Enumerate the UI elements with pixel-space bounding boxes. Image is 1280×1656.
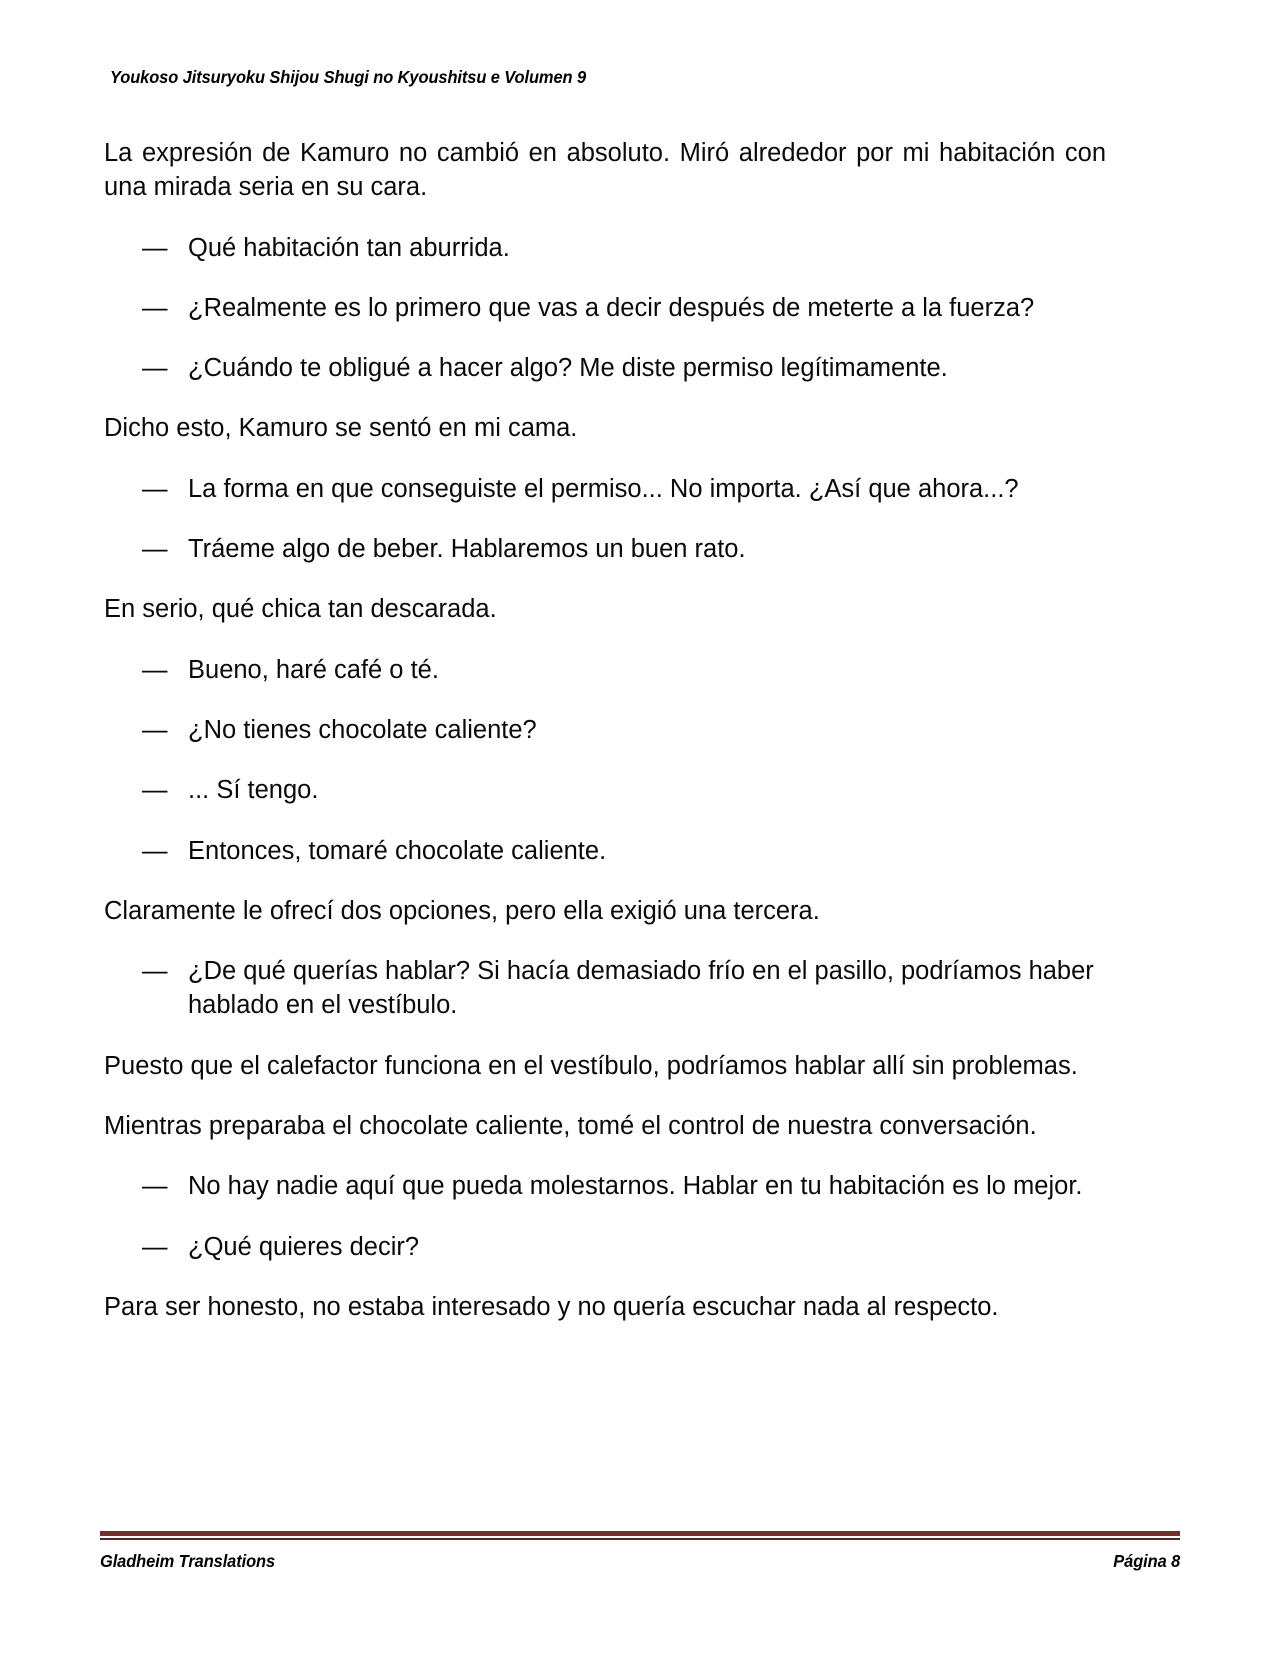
dialogue-line [142, 713, 1106, 747]
dialogue-line [142, 291, 1106, 325]
body-paragraph: La expresión de Kamuro no cambió en absoluto. Miró alrededor por mi habitación con una mirada seria en su cara. [104, 139, 1106, 202]
dialogue-text: Qué habitación tan aburrida. [188, 233, 510, 262]
header-title: Youkoso Jitsuryoku Shijou Shugi no Kyoushitsu e Volumen 9 [110, 67, 587, 87]
footer-page-number: Página 8 [1113, 1551, 1180, 1571]
em-dash-marker: — [142, 957, 168, 986]
em-dash-marker: — [142, 715, 168, 744]
em-dash-marker: — [142, 535, 168, 564]
dialogue-text: ¿Cuándo te obligué a hacer algo? Me diste permiso legítimamente. [188, 354, 948, 383]
em-dash-marker: — [142, 836, 168, 865]
running-header [110, 68, 1120, 87]
body-paragraph: Para ser honesto, no estaba interesado y no quería escuchar nada al respecto. [104, 1292, 999, 1321]
dialogue-text: ¿Realmente es lo primero que vas a decir después de meterte a la fuerza? [188, 293, 1035, 322]
body-paragraph: En serio, qué chica tan descarada. [104, 595, 497, 624]
dialogue-text: No hay nadie aquí que pueda molestarnos. Hablar en tu habitación es lo mejor. [188, 1172, 1083, 1201]
dialogue-line [142, 351, 1106, 385]
body-paragraph: Dicho esto, Kamuro se sentó en mi cama. [104, 414, 578, 443]
dialogue-line [142, 954, 1106, 1023]
body-paragraph: Claramente le ofrecí dos opciones, pero ella exigió una tercera. [104, 896, 820, 925]
body-text-column [104, 136, 1106, 1350]
dialogue-line [142, 834, 1106, 868]
em-dash-marker: — [142, 233, 168, 262]
footer-credit: Gladheim Translations [100, 1551, 276, 1571]
dialogue-text: ¿Qué quieres decir? [188, 1232, 420, 1261]
em-dash-marker: — [142, 293, 168, 322]
dialogue-line [142, 1230, 1106, 1264]
footer-divider-thin [100, 1538, 1180, 1540]
dialogue-text: ¿De qué querías hablar? Si hacía demasiado frío en el pasillo, podríamos haber hablado en el vestíbulo. [188, 957, 1094, 1020]
body-paragraph: Mientras preparaba el chocolate caliente, tomé el control de nuestra conversación. [104, 1112, 1037, 1141]
dialogue-line [142, 653, 1106, 687]
dialogue-text: Bueno, haré café o té. [188, 655, 439, 684]
em-dash-marker: — [142, 655, 168, 684]
dialogue-text: Entonces, tomaré chocolate caliente. [188, 836, 607, 865]
dialogue-line [142, 532, 1106, 566]
dialogue-line [142, 472, 1106, 506]
em-dash-marker: — [142, 1172, 168, 1201]
em-dash-marker: — [142, 354, 168, 383]
em-dash-marker: — [142, 474, 168, 503]
running-footer [100, 1531, 1180, 1572]
dialogue-text: ¿No tienes chocolate caliente? [188, 715, 537, 744]
dialogue-text: ... Sí tengo. [188, 776, 319, 805]
body-paragraph: Puesto que el calefactor funciona en el vestíbulo, podríamos hablar allí sin problemas. [104, 1051, 1078, 1080]
dialogue-line [142, 773, 1106, 807]
dialogue-line [142, 1169, 1106, 1203]
dialogue-line [142, 231, 1106, 265]
em-dash-marker: — [142, 776, 168, 805]
footer-row [100, 1551, 1180, 1572]
dialogue-text: Tráeme algo de beber. Hablaremos un buen rato. [188, 535, 746, 564]
em-dash-marker: — [142, 1232, 168, 1261]
dialogue-text: La forma en que conseguiste el permiso... No importa. ¿Así que ahora...? [188, 474, 1019, 503]
